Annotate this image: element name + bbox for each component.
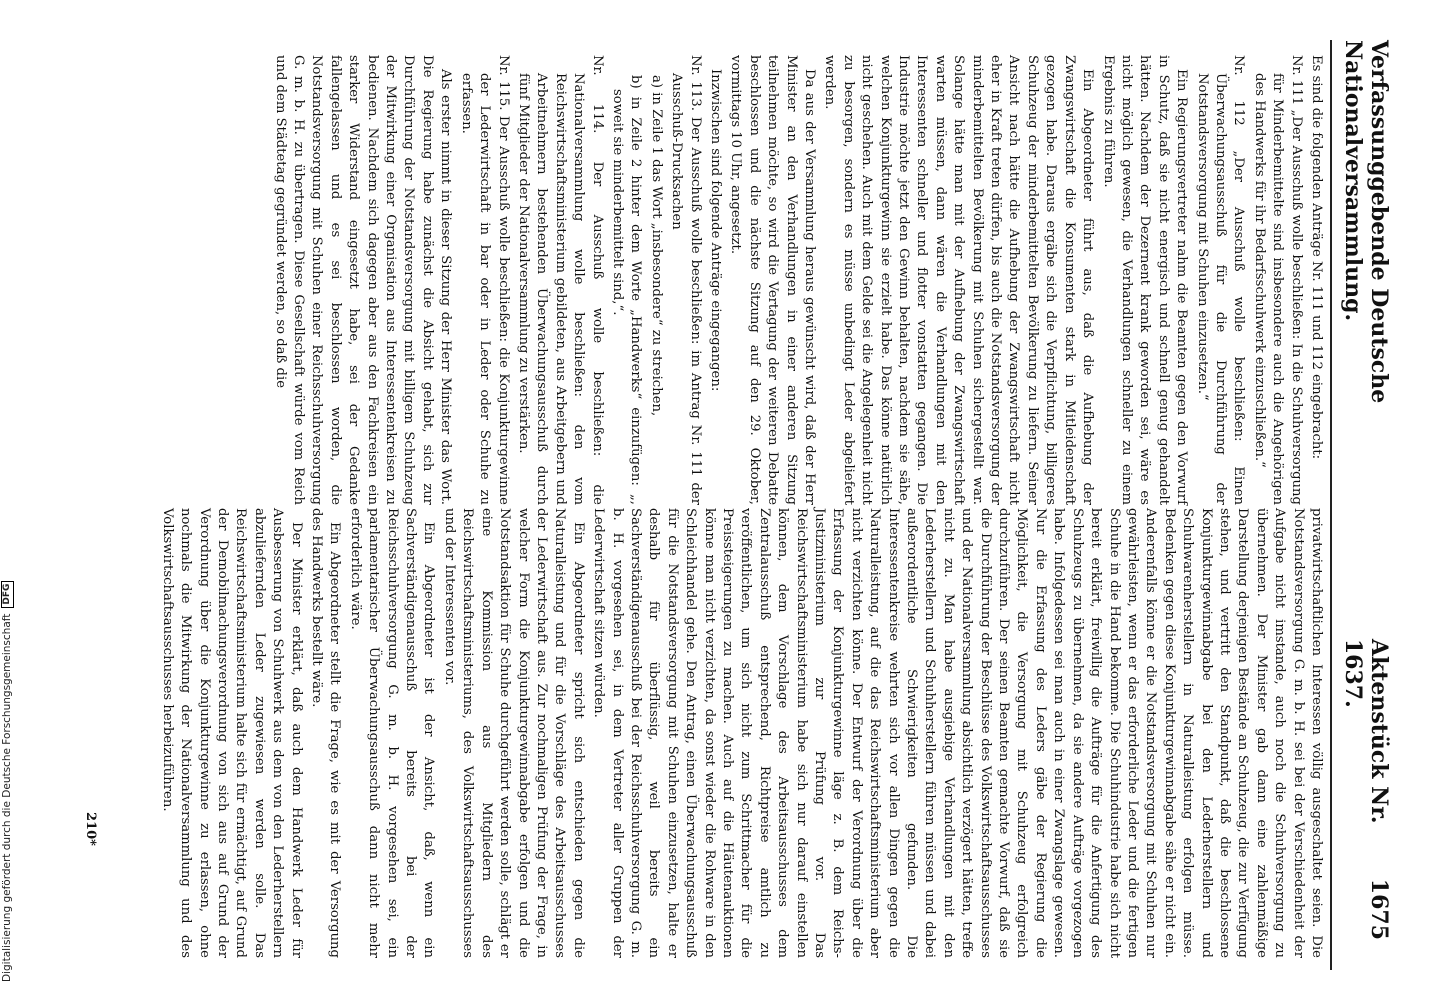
paragraph: privatwirtschaftlichen Interessen völlig ausgeschaltet seien. Die Notstandsversorgung G. m. b. H. sei bei der Verschiedenheit der Aufgabe nicht imstande, auch noch die Schuhversorgung zu übernehmen. Der Minister gab dann eine zahlenmäßige Darstellung derjenigen Bestände an Schuhzeug, die zur Verfügung stehen, und vertritt den Standpunkt, daß die beschlossene Konjunkturgewinnabgabe bei den Lederherstellern und Schuhwarenherstellern in Naturalleistung erfolgen müsse. Bedenken gegen diese Konjunkturgewinnabgabe sähe er nicht ein. Anderenfalls könne er die Notstandsversorgung mit Schuhen nur gewährleisten, wenn er das erforderliche Leder und die fertigen Schuhe in die Hand bekomme. Die Schuhindustrie habe sich nicht bereit erklärt, freiwillig die Aufträge für die Anfertigung des Schuhzeugs zu übernehmen, da sie andere Aufträge vorgezogen habe. Infolgedessen sei man auch in einer Zwangslage gewesen. Nur die Erfassung des Leders gäbe der Regierung die Möglichkeit, die Versorgung mit Schuhzeug erfolgreich durchzuführen. Der seinen Beamten gemachte Vorwurf, daß sie die Durchführung der Beschlüsse des Volkswirtschaftsausschusses und der Nationalversammlung absichtlich verzögert hätten, treffe nicht zu. Man habe ausgiebige Verhandlungen mit den Lederherstellern und Schuhherstellern führen müssen und dabei außerordentliche Schwierigkeiten gefunden. Die Interessentenkreise wehrten sich vor allen Dingen gegen die Naturalleistung, auf die das Reichswirtschaftsministerium aber nicht verzichten könne. Der Entwurf der Verordnung über die Erfassung der Konjunkturgewinne läge z. B. dem Reichs-Justizministerium zur Prüfung vor. Das Reichswirtschaftsministerium habe sich nur darauf einstellen können, dem Vorschlage des Arbeitsausschusses dem Zentralausschuß entsprechend, Richtpreise amtlich zu veröffentlichen, um sich nicht zum Schrittmacher für die Preissteigerungen zu machen. Auch auf die Häutenauktionen könne man nicht verzichten, da sonst wieder die Rohware in den Schleichhandel gehe. Den Antrag, einen Überwachungsausschuß für die Notstandsversorgung mit Schuhen einzusetzen, halte er deshalb für überflüssig, weil bereits ein Sachverständigenausschuß bei der Reichsschuhversorgung G. m. b. H. vorgesehen sei, in dem Vertreter aller Gruppen der Lederwirtschaft sitzen würden.	[591, 508, 1324, 958]
credit-text: Digitalisierung gefördert durch die Deutsche Forschungsgemeinschaft	[1, 613, 13, 982]
digitization-credit	[0, 0, 14, 1000]
page-header	[1340, 40, 1392, 940]
paragraph: Ein Abgeordneter spricht sich entschieden gegen die Naturalleistung und für die Vorschläge des Arbeitsausschusses der Lederwirtschaft aus. Zur nochmaligen Prüfung der Frage, in welcher Form die Konjunkturgewinnabgabe erfolgen und die Notstandsaktion für Schuhe durchgeführt werden solle, schlägt er eine Kommission aus Mitgliedern des Reichswirtschaftsministeriums, des Volkswirtschaftsausschusses und der Interessenten vor.	[441, 508, 586, 958]
page-number: 1675	[1366, 878, 1392, 940]
motion-subitem: a) in Zeile 1 das Wort „insbesondere“ zu streichen,	[648, 75, 664, 417]
document-title: Verfassunggebende Deutsche Nationalversammlung.	[1340, 40, 1392, 404]
right-text-column	[95, 508, 1325, 958]
paragraph: Ein Abgeordneter führt aus, daß die Aufhebung der Zwangswirtschaft die Konsumenten stark in Mitleidenschaft gezogen habe. Daraus ergäbe sich die Verpflichtung, billigeres Schuhzeug der minderbemittelten Bevölkerung zu liefern. Seiner Ansicht nach hätte die Aufhebung der Zwangswirtschaft nicht eher in Kraft treten dürfen, bis auch die Notstandsversorgung der minderbemittelten Bevölkerung mit Schuhen sichergestellt war. Solange hätte man mit der Aufhebung der Zwangswirtschaft warten müssen, dann wären die Verhandlungen mit den Interessenten schneller und flotter vonstatten gegangen. Die Industrie möchte jetzt den Gewinn behalten, nachdem sie sähe, welchen Konjunkturgewinn sie erzielt habe. Das könne natürlich nicht geschehen. Auch mit dem Gelde sei die Angelegenheit nicht zu besorgen, sondern es müsse unbedingt Leder abgeliefert werden.	[822, 55, 1096, 505]
paragraph: Es sind die folgenden Anträge Nr. 111 und 112 eingebracht:	[1309, 55, 1324, 460]
header-rule	[1330, 40, 1332, 970]
paragraph: Ein Regierungsvertreter nahm die Beamten gegen den Vorwurf in Schutz, daß sie nicht energisch und schnell genug gehandelt hätten. Nachdem der Dezernent krank geworden sei, wäre es nicht möglich gewesen, die Verhandlungen schneller zu einem Ergebnis zu führen.	[1100, 55, 1190, 505]
motion-paragraph: Nr. 113. Der Ausschuß wolle beschließen: im Antrag Nr. 111 der Ausschuß-Drucksachen	[669, 55, 703, 505]
motion-subitem: b) in Zeile 2 hinter dem Worte „Handwerks“ einzufügen: „, soweit sie minderbemittelt sind,“.	[609, 75, 644, 505]
paragraph: Da aus der Versammlung heraus gewünscht wird, daß der Herr Minister an den Verhandlungen in einer anderen Sitzung teilnehmen möchte, so wird die Vertagung der weiteren Debatte beschlossen und die nächste Sitzung auf den 29. Oktober, vormittags 10 Uhr, angesetzt.	[728, 55, 818, 505]
paragraph: Ein Abgeordneter ist der Ansicht, daß, wenn ein Sachverständigenausschuß bereits bei der Reichsschuhversorgung G. m. b. H. vorgesehen sei, ein parlamentarischer Überwachungsausschuß dann nicht mehr erforderlich wäre.	[347, 508, 437, 958]
motion-paragraph: Nr. 114. Der Ausschuß wolle beschließen: die Nationalversammlung wolle beschließen: den vom Reichswirtschaftsministerium gebildeten, aus Arbeitgebern und Arbeitnehmern bestehenden Überwachungsausschuß durch fünf Mitglieder der Nationalversammlung zu verstärken.	[515, 55, 605, 505]
dfg-logo-icon: DFG	[1, 581, 14, 608]
signature-mark: 210*	[83, 812, 98, 846]
motion-paragraph: Nr. 115. Der Ausschuß wolle beschließen: die Konjunkturgewinne der Lederwirtschaft in bar oder in Leder oder Schuhe zu erfassen.	[458, 55, 511, 505]
paragraph: Ein Abgeordneter stellt die Frage, wie es mit der Versorgung des Handwerks bestellt wäre.	[309, 508, 343, 958]
document-reference: Aktenstück Nr. 1637.	[1340, 638, 1392, 824]
motion-paragraph: Nr. 111 „Der Ausschuß wolle beschließen: In die Schuhversorgung für Minderbemittelte sind insbesondere auch die Angehörigen des Handwerks für ihr Bedarfsschuhwerk einzuschließen.“	[1251, 55, 1304, 505]
left-text-column	[95, 55, 1325, 505]
paragraph: Inzwischen sind folgende Anträge eingegangen:	[708, 69, 723, 392]
motion-paragraph: Nr. 112 „Der Ausschuß wolle beschließen: Einen Überwachungsausschuß für die Durchführung der Notstandsversorgung mit Schuhen einzusetzen.“	[1194, 55, 1247, 505]
paragraph: Der Minister erklärt, daß auch dem Handwerk Leder für Ausbesserung von Schuhwerk aus dem von den Lederherstellern abzuliefernden Leder zugewiesen werden solle. Das Reichswirtschaftsministerium halte sich für ermächtigt, auf Grund der Demobilmachungsverordnung von sich aus auf Grund der Verordnung über die Konjunkturgewinne zu erlassen, ohne nochmals die Mitwirkung der Nationalversammlung und des Volkswirtschaftsausschusses herbeizuführen.	[159, 508, 304, 958]
paragraph: Als erster nimmt in dieser Sitzung der Herr Minister das Wort. Die Regierung habe zunächst die Absicht gehabt, sich zur Durchführung der Notstandsversorgung mit billigem Schuhzeug der Mitwirkung einer Organisation aus Interessentenkreisen zu bedienen. Nachdem sich dagegen aber aus den Fachkreisen ein starker Widerstand eingesetzt habe, sei der Gedanke fallengelassen und es sei beschlossen worden, die Notstandsversorgung mit Schuhen einer Reichsschuhversorgung G. m. b. H. zu übertragen. Diese Gesellschaft würde vom Reich und dem Städtetag gegründet werden, so daß die	[272, 55, 454, 505]
